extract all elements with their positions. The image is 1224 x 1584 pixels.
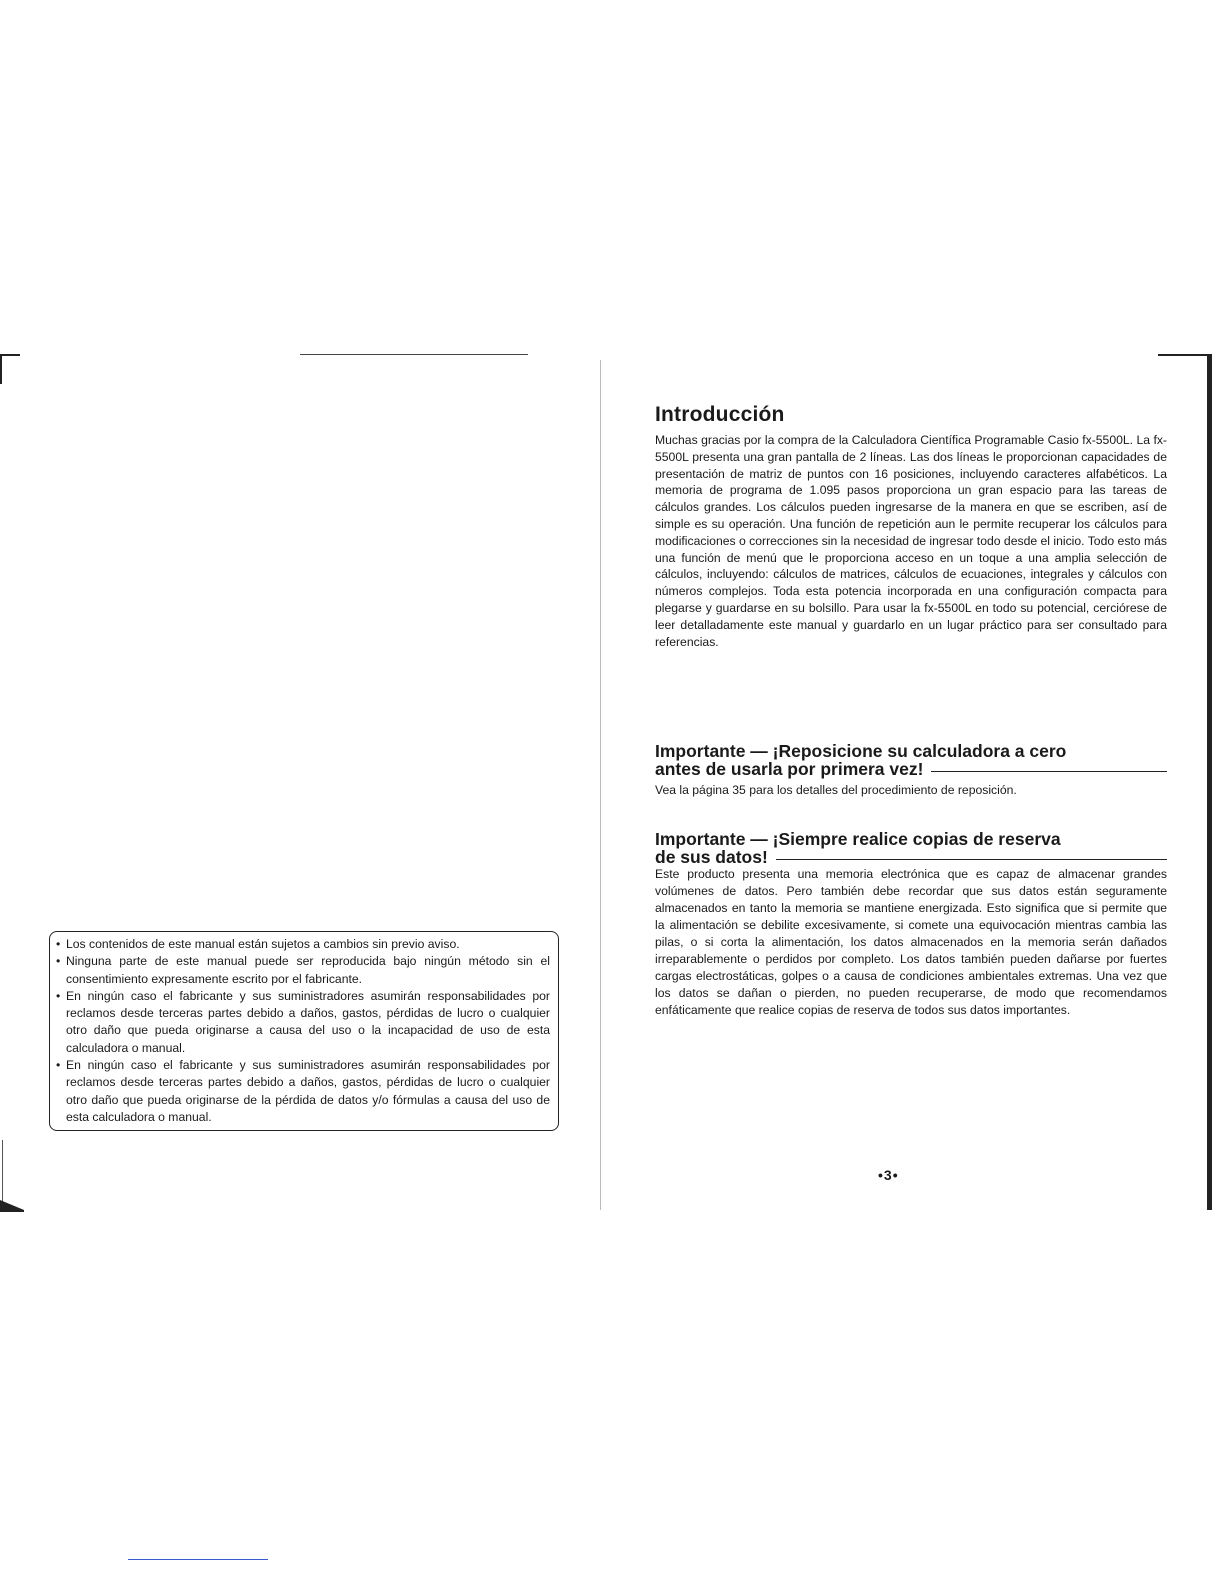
bullet-icon: •: [56, 954, 61, 969]
center-fold-line: [600, 360, 601, 1210]
notice-item: • En ningún caso el fabricante y sus suministradores asumirán responsabilidades por reclamos desde terceras partes debido a daños, gastos, pérdidas de lucro o cualquier otro daño que pueda originarse de la pérdida de datos y/o fórmulas a causa del uso de esta calculadora o manual.: [56, 1058, 550, 1124]
left-top-rule: [300, 354, 528, 355]
intro-title: Introducción: [655, 403, 785, 426]
notice-item: • Los contenidos de este manual están sujetos a cambios sin previo aviso.: [56, 936, 550, 953]
notice-item: • En ningún caso el fabricante y sus suministradores asumirán responsabilidades por reclamos desde terceras partes debido a daños, gastos, pérdidas de lucro o cualquier otro daño que pueda originarse a causa del uso o la incapacidad de uso de esta calculadora o manual.: [56, 988, 550, 1055]
heading-line: Importante — ¡Reposicione su calculadora a cero: [655, 741, 1067, 761]
important-reset-body: Vea la página 35 para los detalles del procedimiento de reposición.: [655, 783, 1017, 797]
heading-rule: [931, 771, 1167, 772]
bottom-left-corner-mark: [0, 1196, 28, 1216]
heading-line: de sus datos!: [655, 847, 768, 867]
right-edge-bar: [1207, 354, 1212, 1210]
notice-item: • Ninguna parte de este manual puede ser reproducida bajo ningún método sin el consentimiento expresamente escrito por el fabricante.: [56, 954, 550, 986]
intro-body: Muchas gracias por la compra de la Calculadora Científica Programable Casio fx-5500L. La fx-5500L presenta una gran pantalla de 2 líneas. Las dos líneas le proporcionan capacidades de presentación de matriz de puntos con 16 posiciones, incluyendo caracteres alfabéticos. La memoria de programa de 1.095 pasos proporciona un gran espacio para las tareas de cálculos grandes. Los cálculos pueden ingresarse de la manera en que se escriben, así de simple es su operación. Una función de repetición aun le permite recuperar los cálculos para modificaciones o correcciones sin la necesidad de ingresar todo desde el inicio. Todo esto más una función de menú que le proporciona acceso en un toque a una amplia selección de cálculos, incluyendo: cálculos de matrices, cálculos de ecuaciones, integrales y cálculos con números complejos. Toda esta potencia incorporada en una configuración compacta para plegarse y guardarse en su bolsillo. Para usar la fx-5500L en todo su potencial, cerciórese de leer detalladamente este manual y guardarlo en un lugar práctico para ser consultado para referencias.: [655, 433, 1167, 649]
heading-rule: [776, 859, 1167, 860]
bullet-icon: •: [56, 988, 61, 1003]
bullet-icon: •: [56, 937, 61, 951]
right-top-rule: [1158, 354, 1212, 356]
page-number: •3•: [878, 1167, 899, 1183]
important-reset-heading: [655, 742, 1167, 778]
top-left-corner-mark: [0, 354, 20, 356]
important-backup-heading: [655, 830, 1167, 866]
bullet-icon: •: [56, 1058, 61, 1073]
heading-line: antes de usarla por primera vez!: [655, 759, 924, 779]
notice-box: [49, 931, 559, 1131]
top-left-corner-mark-vertical: [0, 354, 2, 384]
bottom-link-underline: [128, 1559, 268, 1560]
notice-list: [56, 936, 550, 1126]
heading-line: Importante — ¡Siempre realice copias de reserva: [655, 829, 1061, 849]
important-backup-body: Este producto presenta una memoria electrónica que es capaz de almacenar grandes volúmenes de datos. Pero también debe recordar que sus datos están seguramente almacenados en tanto la memoria se mantiene energizada. Esto significa que si permite que la alimentación se debilite excesivamente, si comete una equivocación mientras cambia las pilas, o si corta la alimentación, los datos almacenados en la memoria serán dañados irreparablemente o perdidos por completo. Los datos también pueden dañarse por fuertes cargas electrostáticas, golpes o a causa de condiciones ambientales extremas. Una vez que los datos se dañan o pierden, no pueden recuperarse, de modo que recomendamos enfáticamente que realice copias de reserva de todos sus datos importantes.: [655, 867, 1167, 1017]
